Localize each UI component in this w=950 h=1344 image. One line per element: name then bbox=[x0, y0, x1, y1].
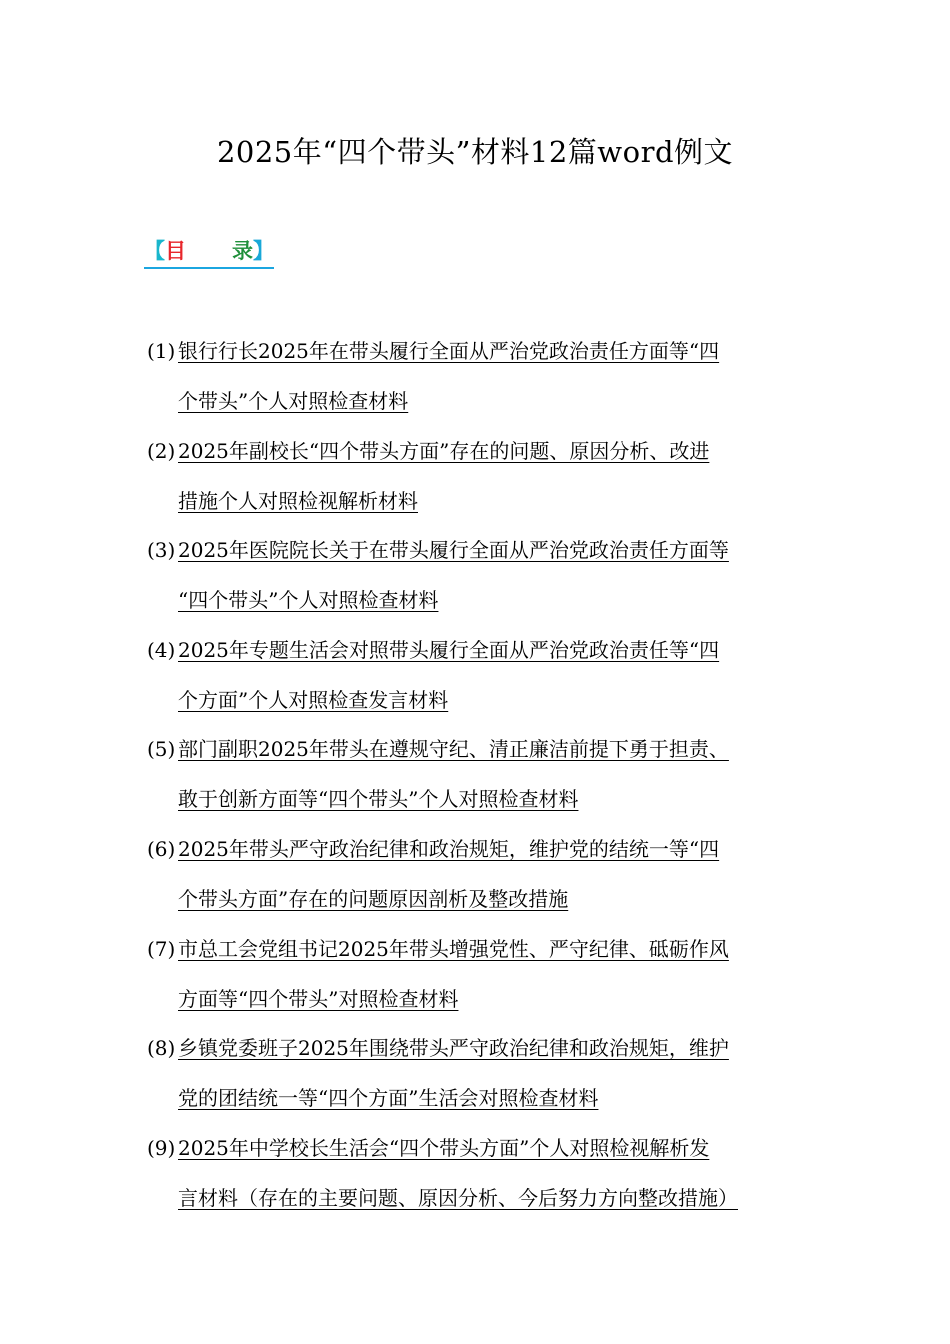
toc-item-link-line1[interactable]: 部门副职2025年带头在遵规守纪、清正廉洁前提下勇于担责、 bbox=[178, 737, 729, 762]
page-title: 2025年“四个带头”材料12篇word例文 bbox=[216, 135, 734, 169]
toc-item bbox=[147, 831, 815, 931]
toc-item-link-line1[interactable]: 2025年中学校长生活会“四个带头方面”个人对照检视解析发 bbox=[178, 1135, 710, 1160]
toc-item-number: (3) bbox=[147, 538, 176, 563]
toc-item-link-line2[interactable]: 党的团结统一等“四个方面”生活会对照检查材料 bbox=[178, 1086, 599, 1111]
toc-item-link-line1[interactable]: 2025年副校长“四个带头方面”存在的问题、原因分析、改进 bbox=[178, 438, 710, 463]
toc-item-link-line2[interactable]: 措施个人对照检视解析材料 bbox=[178, 488, 418, 513]
toc-heading-bracket-right: 】 bbox=[253, 238, 274, 263]
toc-item-number: (4) bbox=[147, 637, 176, 662]
toc-item bbox=[147, 433, 815, 533]
toc-item-link-line2[interactable]: 个带头方面”存在的问题原因剖析及整改措施 bbox=[178, 886, 569, 911]
toc-item-link-line2[interactable]: 个方面”个人对照检查发言材料 bbox=[178, 687, 449, 712]
toc-heading-bracket-left: 【 bbox=[144, 238, 165, 263]
toc-item-number: (1) bbox=[147, 339, 176, 363]
toc-item-link-line2[interactable]: 言材料（存在的主要问题、原因分析、今后努力方向整改措施） bbox=[178, 1185, 738, 1210]
toc-heading bbox=[144, 236, 274, 269]
toc-item-link-line2[interactable]: “四个带头”个人对照检查材料 bbox=[178, 588, 439, 613]
toc-item-number: (9) bbox=[147, 1135, 176, 1160]
toc-item bbox=[147, 632, 815, 732]
toc-item-link-line2[interactable]: 方面等“四个带头”对照检查材料 bbox=[178, 986, 459, 1011]
toc-item-number: (5) bbox=[147, 737, 176, 762]
toc-item bbox=[147, 1030, 815, 1130]
toc-item-number: (8) bbox=[147, 1036, 176, 1061]
toc-item-link-line1[interactable]: 银行行长2025年在带头履行全面从严治党政治责任方面等“四 bbox=[178, 339, 720, 363]
toc-item-number: (2) bbox=[147, 438, 176, 463]
toc-heading-char-lu: 录 bbox=[232, 238, 253, 263]
toc-item bbox=[147, 1130, 815, 1230]
toc-list bbox=[147, 333, 815, 1229]
toc-item-number: (6) bbox=[147, 836, 176, 861]
toc-item-number: (7) bbox=[147, 936, 176, 961]
toc-item bbox=[147, 333, 815, 433]
toc-heading-char-mu: 目 bbox=[165, 238, 186, 263]
toc-item bbox=[147, 532, 815, 632]
toc-item-link-line2[interactable]: 个带头”个人对照检查材料 bbox=[178, 389, 409, 413]
toc-item bbox=[147, 731, 815, 831]
toc-item-link-line1[interactable]: 2025年医院院长关于在带头履行全面从严治党政治责任方面等 bbox=[178, 538, 729, 563]
toc-item-link-line1[interactable]: 乡镇党委班子2025年围绕带头严守政治纪律和政治规矩，维护 bbox=[178, 1036, 729, 1061]
toc-item-link-line1[interactable]: 2025年带头严守政治纪律和政治规矩，维护党的结统一等“四 bbox=[178, 836, 720, 861]
toc-item-link-line2[interactable]: 敢于创新方面等“四个带头”个人对照检查材料 bbox=[178, 787, 579, 812]
toc-item-link-line1[interactable]: 2025年专题生活会对照带头履行全面从严治党政治责任等“四 bbox=[178, 637, 720, 662]
toc-item-link-line1[interactable]: 市总工会党组书记2025年带头增强党性、严守纪律、砥砺作风 bbox=[178, 936, 729, 961]
toc-item bbox=[147, 931, 815, 1031]
